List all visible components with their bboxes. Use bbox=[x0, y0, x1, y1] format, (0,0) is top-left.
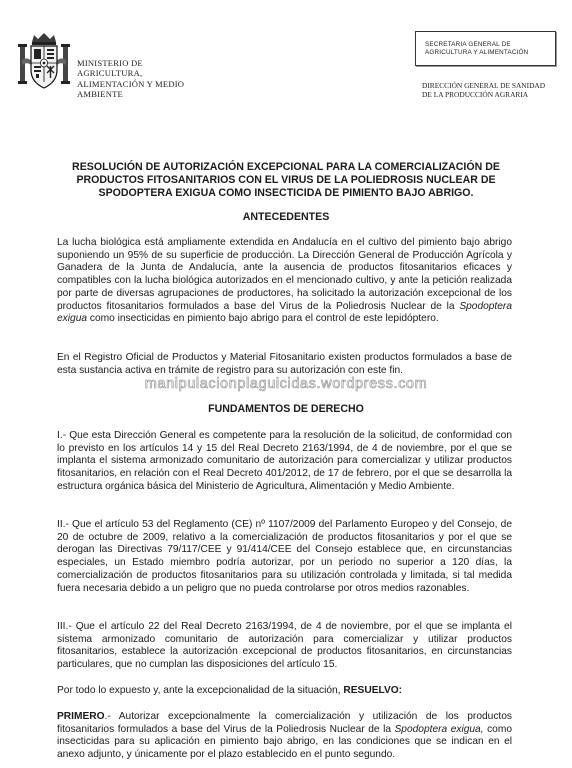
watermark: manipulacionplaguicidas.wordpress.com bbox=[144, 376, 428, 392]
primero-paragraph bbox=[57, 711, 512, 762]
direccion-line: DE LA PRODUCCIÓN AGRARIA bbox=[422, 90, 529, 100]
document-title: RESOLUCIÓN DE AUTORIZACIÓN EXCEPCIONAL PARA LA COMERCIALIZACIÓN DE PRODUCTOS FITOSANITARIOS CON EL VIRUS DE LA POLIEDROSIS NUCLEAR DE SPODOPTERA EXIGUA COMO INSECTICIDA DE PIMIENTO BAJO ABRIGO. bbox=[72, 161, 500, 199]
ministry-line: MINISTERIO DE bbox=[77, 58, 143, 68]
text-run: como insecticidas en pimiento bajo abrigo para el control de este lepidóptero. bbox=[87, 313, 439, 325]
direccion-line: DIRECCIÓN GENERAL DE SANIDAD bbox=[422, 81, 546, 90]
secretaria-box bbox=[415, 31, 556, 66]
fundamentos-heading: FUNDAMENTOS DE DERECHO bbox=[208, 403, 364, 415]
ministry-line: AMBIENTE bbox=[77, 89, 123, 100]
resuelvo-label: RESUELVO: bbox=[343, 685, 403, 696]
antecedentes-paragraph-1 bbox=[57, 237, 512, 326]
fundamentos-paragraph-3: III.- Que el artículo 22 del Real Decreto 2163/1994, de 4 de noviembre, por el que se implanta el sistema armonizado comunitario de autorización para comercializar y utilizar productos fitosanitarios, establece la autorización excepcional de productos fitosanitarios, en circunstancias particulares, que no cumplan las disposiciones del artículo 15. bbox=[57, 621, 512, 671]
antecedentes-heading: ANTECEDENTES bbox=[242, 211, 330, 223]
fundamentos-paragraph-1: I.- Que esta Dirección General es competente para la resolución de la solicitud, de conformidad con lo previsto en los artículos 14 y 15 del Real Decreto 2163/1994, de 4 de noviembre, por el que se implanta el sistema armonizado comunitario de autorización para comercializar y utilizar productos fitosanitarios, en relación con el Real Decreto 401/2012, de 17 de febrero, por el que se desarrolla la estructura orgánica básica del Ministerio de Agricultura, Alimentación y Medio Ambiente. bbox=[57, 430, 512, 492]
ministry-name bbox=[77, 58, 207, 100]
text-run: .- Autorizar excepcionalmente la comercialización y utilización de los productos fitosanitarios formulados a base del Virus de la Poliedrosis Nuclear de la bbox=[57, 711, 512, 735]
secretaria-text bbox=[425, 41, 528, 57]
primero-label: PRIMERO bbox=[57, 711, 105, 722]
secretaria-line: AGRICULTURA Y ALIMENTACIÓN bbox=[425, 48, 529, 56]
text-run: La lucha biológica está ampliamente extendida en Andalucía en el cultivo del pimiento bajo abrigo suponiendo un 95% de su superficie de producción. La Dirección General de Producción Agrícola y Ganadera de la Junta de Andalucía, ante la ausencia de productos fitosanitarios eficaces y compatibles con la lucha biológica autorizados en el mencionado cultivo, y ante la petición realizada por parte de diversas agrupaciones de productores, ha solicitado la autorización excepcional de los productos fitosanitarios formulados a base del Virus de la Poliedrosis Nuclear de la bbox=[57, 237, 512, 312]
antecedentes-paragraph-2: En el Registro Oficial de Productos y Material Fitosanitario existen productos formulados a base de esta sustancia activa en trámite de registro para su autorización con este fin. bbox=[57, 352, 512, 376]
text-run: como insecticidas para su aplicación en pimiento bajo abrigo, en las condiciones que se indican en el anexo adjunto, y únicamente por el plazo establecido en el punto segundo. bbox=[57, 723, 512, 761]
text-run: Por todo lo expuesto y, ante la excepcionalidad de la situación, bbox=[57, 685, 344, 696]
species-name: Spodoptera exigua bbox=[57, 300, 512, 325]
ministry-line: ALIMENTACIÓN Y MEDIO bbox=[77, 78, 185, 89]
ministry-line: AGRICULTURA, bbox=[77, 68, 143, 79]
species-name: Spodoptera exigua, bbox=[394, 723, 484, 735]
spain-coat-of-arms-icon bbox=[16, 30, 72, 92]
fundamentos-paragraph-2: II.- Que el artículo 53 del Reglamento (CE) nº 1107/2009 del Parlamento Europeo y del Consejo, de 20 de octubre de 2009, relativo a la comercialización de productos fitosanitarios y por el que se derogan las Directivas 79/117/CEE y 91/414/CEE del Consejo establece que, en circunstancias especiales, un Estado miembro podría autorizar, por un periodo no superior a 120 días, la comercialización de productos fitosanitarios para su utilización controlada y limitada, si tal medida fuera necesaria debido a un peligro que no pueda controlarse por otros medios razonables. bbox=[57, 519, 512, 594]
secretaria-line: SECRETARIA GENERAL DE bbox=[425, 41, 511, 48]
resolution-intro bbox=[57, 685, 512, 698]
direccion-general bbox=[422, 81, 545, 99]
